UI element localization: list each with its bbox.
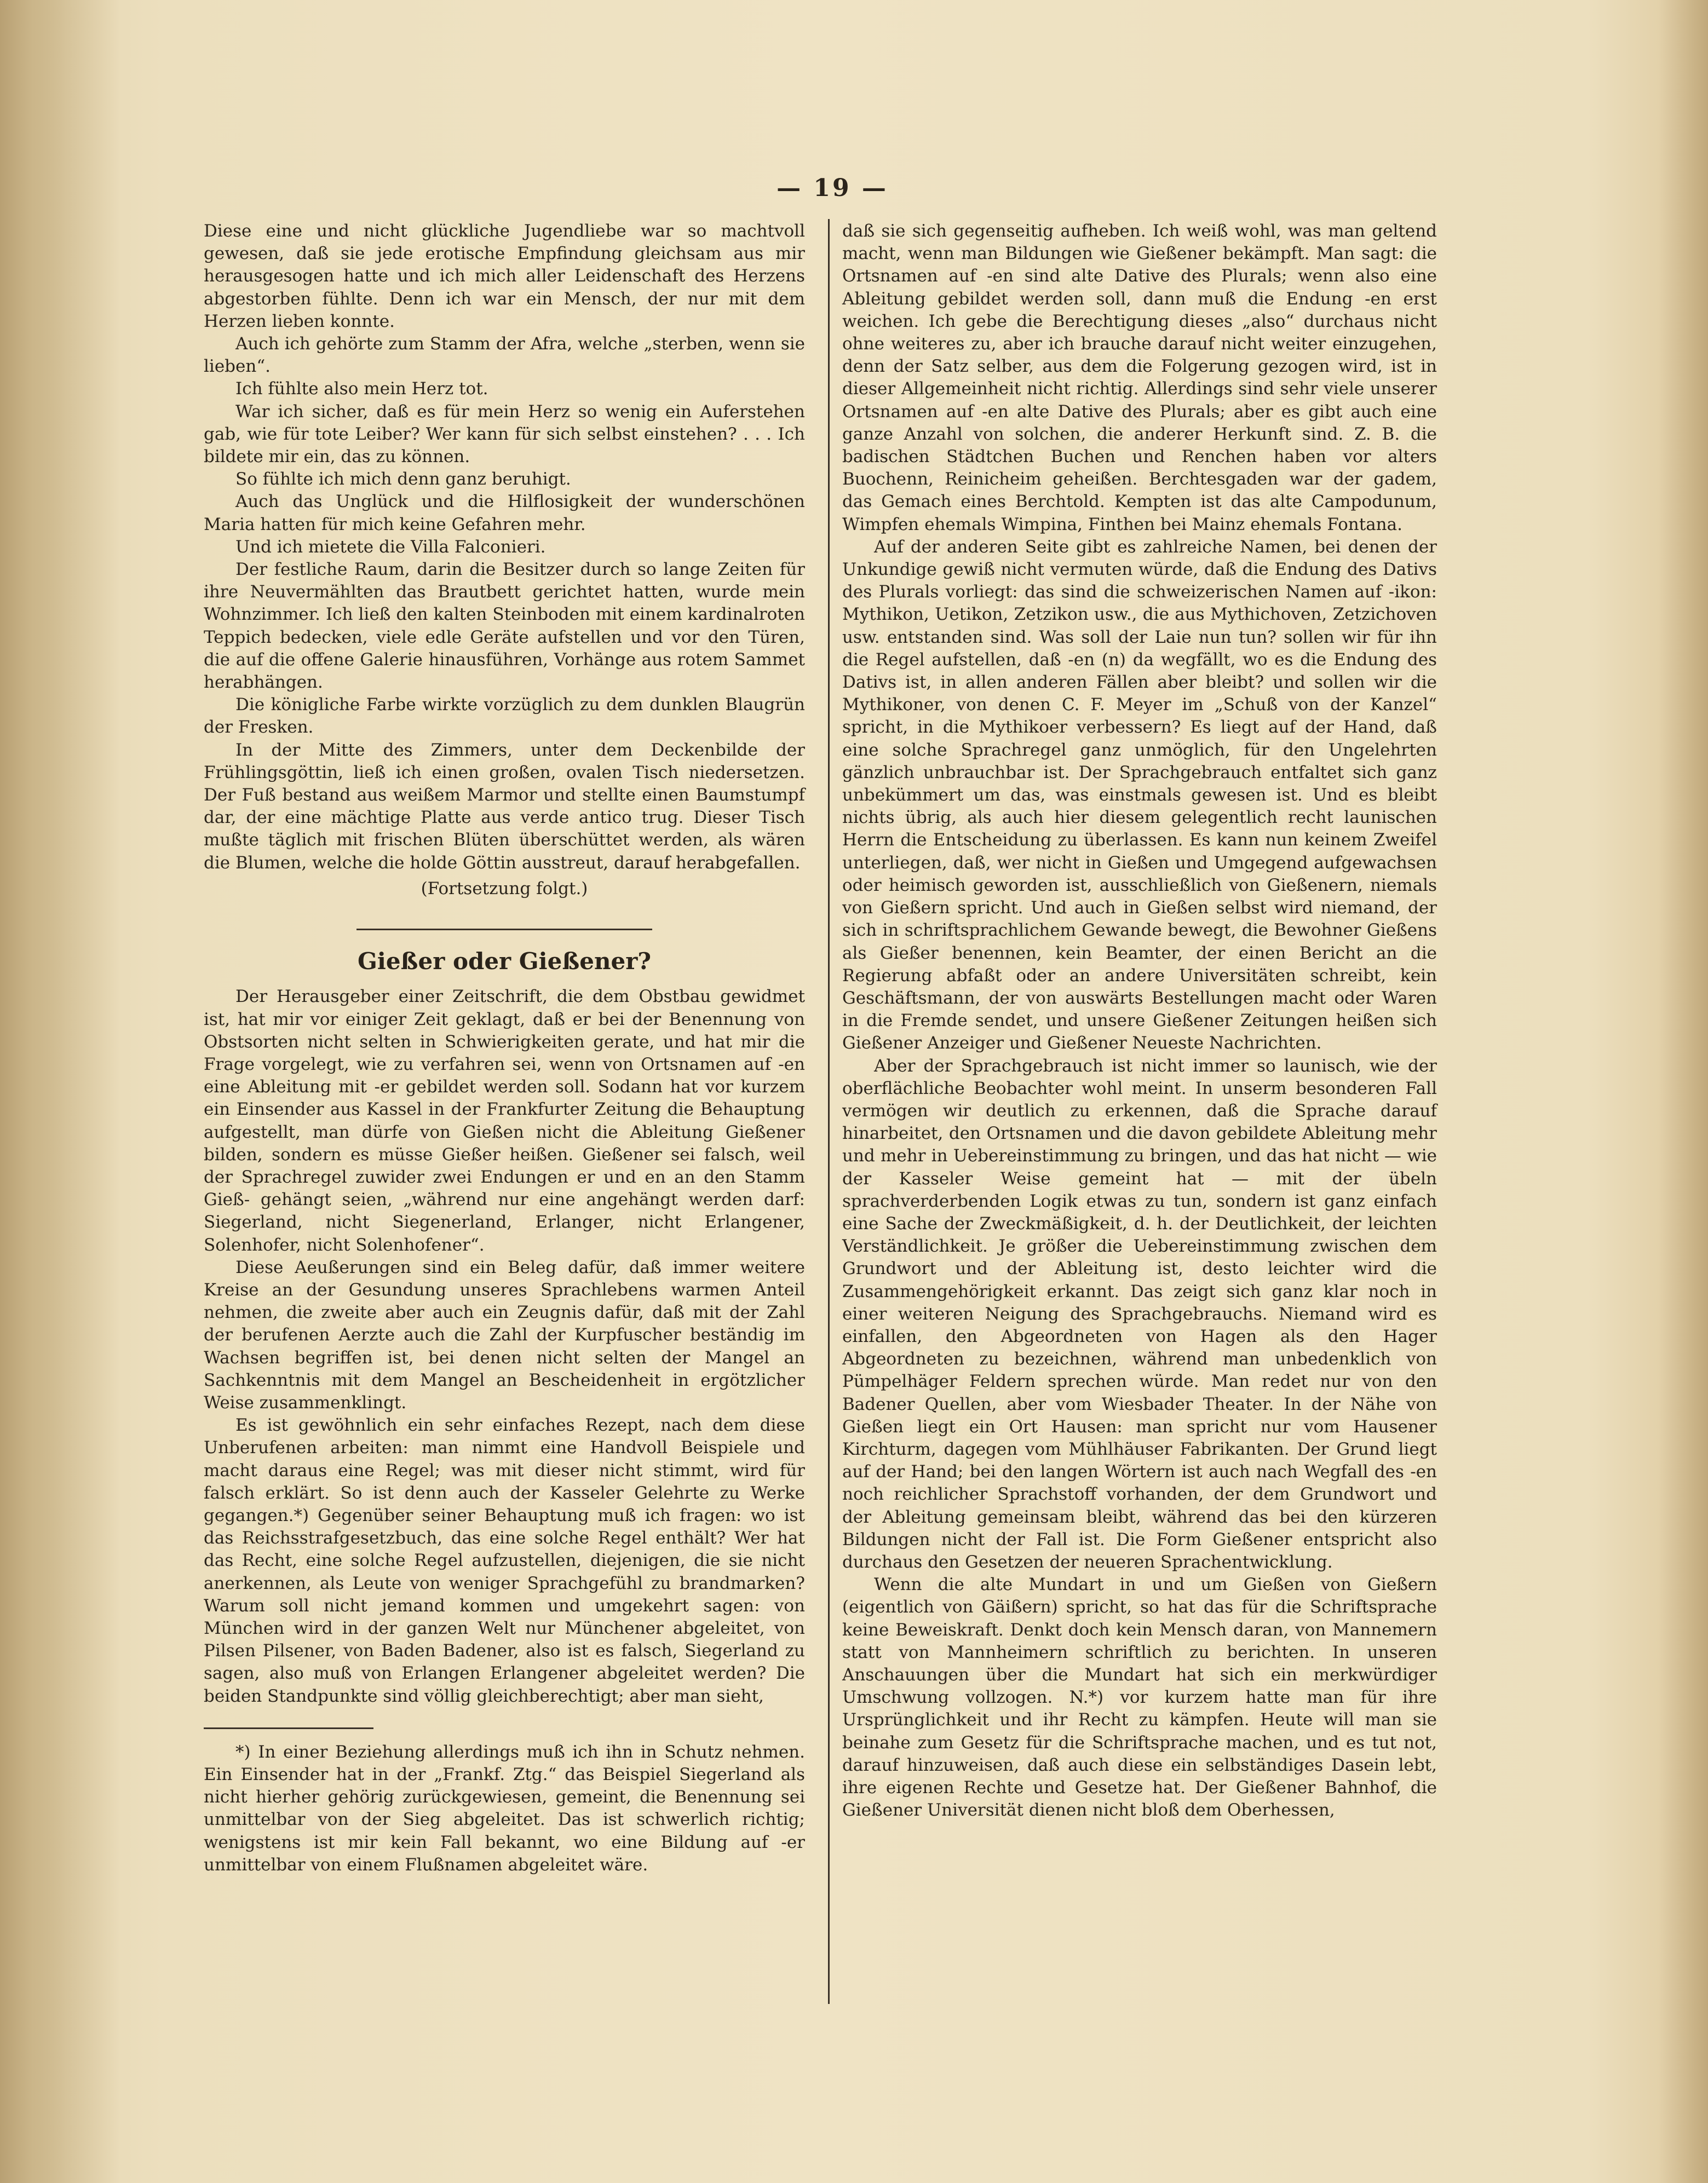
column-divider bbox=[828, 219, 830, 2004]
right-edge-shadow bbox=[1659, 0, 1708, 2183]
paragraph: Diese Aeußerungen sind ein Beleg dafür, daß immer weitere Kreise an der Gesundung unseres Sprachlebens warmen Anteil nehmen, die zweite aber auch ein Zeugnis dafür, daß mit der Zahl der berufenen Aerzte auch die Zahl der Kurpfuscher beständig im Wachsen begriffen ist, bei denen nicht selten der Mangel an Sachkenntnis mit dem Mangel an Bescheidenheit in ergötzlicher Weise zusammenklingt. bbox=[204, 1257, 805, 1413]
paragraph: Und ich mietete die Villa Falconieri. bbox=[235, 537, 546, 557]
paragraph: Auf der anderen Seite gibt es zahlreiche Namen, bei denen der Unkundige gewiß nicht vermuten würde, daß die Endung des Dativs des Plurals vorliegt: das sind die schweizerischen Namen auf -ikon: Mythikon, Uetikon, Zetzikon usw., die aus Mythichoven, Zetzichoven usw. entstanden sind. Was soll der Laie nun tun? sollen wir für ihn die Regel aufstellen, daß -en (n) da wegfällt, wo es die Endung des Dativs ist, in allen anderen Fällen aber bleibt? und sollen wir die Mythikoner, von denen C. F. Meyer im „Schuß von der Kanzel“ spricht, in die Mythikoer verbessern? Es liegt auf der Hand, daß eine solche Sprachregel ganz unmöglich, für den Ungelehrten gänzlich unbrauchbar ist. Der Sprachgebrauch entfaltet sich ganz unbekümmert um das, was einstmals gewesen ist. Und es bleibt nichts übrig, als auch hier diesem gelegentlich recht launischen Herrn die Entscheidung zu überlassen. Es kann nun keinem Zweifel unterliegen, daß, wer nicht in Gießen und Umgegend aufgewachsen oder heimisch geworden ist, ausschließlich von Gießenern, niemals von Gießern spricht. Und auch in Gießen selbst wird niemand, der sich in schriftsprachlichem Gewande bewegt, die Bewohner Gießens als Gießer benennen, kein Beamter, der einen Bericht an die Regierung abfaßt oder an andere Universitäten schreibt, kein Geschäftsmann, der von auswärts Bestellungen macht oder Waren in die Fremde sendet, und unsere Gießener Zeitungen heißen sich Gießener Anzeiger und Gießener Neueste Nachrichten. bbox=[842, 537, 1437, 1053]
paragraph: Wenn die alte Mundart in und um Gießen von Gießern (eigentlich von Gäißern) spricht, so hat das für die Schriftsprache keine Beweiskraft. Denkt doch kein Mensch daran, von Mannemern statt von Mannheimern schriftlich zu berichten. In unseren Anschauungen über die Mundart hat sich ein merkwürdiger Umschwung vollzogen. N.*) vor kurzem hatte man für ihre Ursprünglichkeit und ihr Recht zu kämpfen. Heute will man sie beinahe zum Gesetz für die Schriftsprache machen, und es tut not, darauf hinzuweisen, daß auch diese ein selbständiges Dasein lebt, ihre eigenen Rechte und Gesetze hat. Der Gießener Bahnhof, die Gießener Universität dienen nicht bloß dem Oberhessen, bbox=[842, 1575, 1437, 1821]
paragraph: War ich sicher, daß es für mein Herz so wenig ein Auferstehen gab, wie für tote Leiber? Wer kann für sich selbst einstehen? . . . Ich bildete mir ein, das zu können. bbox=[204, 401, 805, 467]
page-number: — 19 — bbox=[777, 174, 888, 202]
article-title: Gießer oder Gießener? bbox=[358, 948, 651, 975]
paragraph: Ich fühlte also mein Herz tot. bbox=[235, 379, 488, 399]
paragraph: Der festliche Raum, darin die Besitzer durch so lange Zeiten für ihre Neuvermählten das Brautbett gerichtet hatten, wurde mein Wohnzimmer. Ich ließ den kalten Steinboden mit einem kardinalroten Teppich bedecken, viele edle Geräte aufstellen und vor den Türen, die auf die offene Galerie hinausführen, Vorhänge aus rotem Sammet herabhängen. bbox=[204, 560, 805, 693]
section-divider bbox=[356, 929, 652, 930]
binding-fold-shadow bbox=[0, 0, 120, 2183]
continuation-note: (Fortsetzung folgt.) bbox=[421, 878, 588, 898]
right-column bbox=[842, 220, 1437, 1822]
paragraph: In der Mitte des Zimmers, unter dem Deckenbilde der Frühlingsgöttin, ließ ich einen großen, ovalen Tisch niedersetzen. Der Fuß bestand aus weißem Marmor und stellte einen Baumstumpf dar, der eine mächtige Platte aus verde antico trug. Dieser Tisch mußte täglich mit frischen Blüten überschüttet werden, als wären die Blumen, welche die holde Göttin ausstreut, darauf herabgefallen. bbox=[204, 740, 805, 873]
paragraph: Diese eine und nicht glückliche Jugendliebe war so machtvoll gewesen, daß sie jede erotische Empfindung gleichsam aus mir herausgesogen hatte und ich mich aller Leidenschaft des Herzens abgestorben fühlte. Denn ich war ein Mensch, der nur mit dem Herzen lieben konnte. bbox=[204, 221, 805, 331]
paragraph: Auch ich gehörte zum Stamm der Afra, welche „sterben, wenn sie lieben“. bbox=[204, 334, 805, 377]
paragraph: Es ist gewöhnlich ein sehr einfaches Rezept, nach dem diese Unberufenen arbeiten: man nimmt eine Handvoll Beispiele und macht daraus eine Regel; was mit dieser nicht stimmt, wird für falsch erklärt. So ist denn auch der Kasseler Gelehrte zu Werke gegangen.*) Gegenüber seiner Behauptung muß ich fragen: wo ist das Reichsstrafgesetzbuch, das eine solche Regel enthält? Wer hat das Recht, eine solche Regel aufzustellen, diejenigen, die sie nicht anerkennen, als Leute von weniger Sprachgefühl zu brandmarken? Warum soll nicht jemand kommen und umgekehrt sagen: von München wird in der ganzen Welt nur Münchener abgeleitet, von Pilsen Pilsener, von Baden Badener, also ist es falsch, Siegerland zu sagen, also muß von Erlangen Erlangener abgeleitet werden? Die beiden Standpunkte sind völlig gleichberechtigt; aber man sieht, bbox=[204, 1415, 805, 1706]
left-column bbox=[204, 220, 805, 1876]
footnote: *) In einer Beziehung allerdings muß ich ihn in Schutz nehmen. Ein Einsender hat in der „Frankf. Ztg.“ das Beispiel Siegerland als nicht hierher gehörig zurückgewiesen, gemeint, die Benennung sei unmittelbar von der Sieg abgeleitet. Das ist schwerlich richtig; wenigstens ist mir kein Fall bekannt, wo eine Bildung auf -er unmittelbar von einem Flußnamen abgeleitet wäre. bbox=[204, 1742, 805, 1875]
paragraph: So fühlte ich mich denn ganz beruhigt. bbox=[235, 469, 571, 489]
paragraph: daß sie sich gegenseitig aufheben. Ich weiß wohl, was man geltend macht, wenn man Bildungen wie Gießener bekämpft. Man sagt: die Ortsnamen auf -en sind alte Dative des Plurals; wenn also eine Ableitung gebildet werden soll, dann muß die Endung -en erst weichen. Ich gebe die Berechtigung dieses „also“ durchaus nicht ohne weiteres zu, aber ich brauche darauf nicht weiter einzugehen, denn der Satz selber, aus dem die Folgerung gezogen wird, ist in dieser Allgemeinheit nicht richtig. Allerdings sind sehr viele unserer Ortsnamen auf -en alte Dative des Plurals; aber es gibt auch eine ganze Anzahl von solchen, die anderer Herkunft sind. Z. B. die badischen Städtchen Buchen und Renchen haben vor alters Buochenn, Reinicheim geheißen. Berchtesgaden war der gadem, das Gemach eines Berchtold. Kempten ist das alte Campodunum, Wimpfen ehemals Wimpina, Finthen bei Mainz ehemals Fontana. bbox=[842, 221, 1437, 534]
paragraph: Aber der Sprachgebrauch ist nicht immer so launisch, wie der oberflächliche Beobachter wohl meint. In unserm besonderen Fall vermögen wir deutlich zu erkennen, daß die Sprache darauf hinarbeitet, den Ortsnamen und die davon gebildete Ableitung mehr und mehr in Uebereinstimmung zu bringen, und das hat nicht — wie der Kasseler Weise gemeint hat — mit der übeln sprachverderbenden Logik etwas zu tun, sondern ist ganz einfach eine Sache der Zweckmäßigkeit, d. h. der Deutlichkeit, der leichten Verständlichkeit. Je größer die Uebereinstimmung zwischen dem Grundwort und der Ableitung ist, desto leichter wird die Zusammengehörigkeit erkannt. Das zeigt sich ganz klar noch in einer weiteren Neigung des Sprachgebrauchs. Niemand wird es einfallen, den Abgeordneten von Hagen als den Hager Abgeordneten zu bezeichnen, während man unbedenklich von Pümpelhäger Feldern sprechen würde. Man redet nur von den Badener Quellen, aber vom Wiesbader Theater. In der Nähe von Gießen liegt ein Ort Hausen: man spricht nur vom Hausener Kirchturm, dagegen vom Mühlhäuser Fabrikanten. Der Grund liegt auf der Hand; bei den langen Wörtern ist auch nach Wegfall des -en noch reichlicher Sprachstoff vorhanden, der dem Grundwort und der Ableitung gemeinsam bleibt, während das bei den kürzeren Bildungen nicht der Fall ist. Die Form Gießener entspricht also durchaus den Gesetzen der neueren Sprachentwicklung. bbox=[842, 1056, 1437, 1572]
footnote-divider bbox=[204, 1727, 373, 1729]
paragraph: Der Herausgeber einer Zeitschrift, die dem Obstbau gewidmet ist, hat mir vor einiger Zeit geklagt, daß er bei der Benennung von Obstsorten nicht selten in Schwierigkeiten gerate, und hat mir die Frage vorgelegt, wie zu verfahren sei, wenn von Ortsnamen auf -en eine Ableitung mit -er gebildet werden soll. Sodann hat vor kurzem ein Einsender aus Kassel in der Frankfurter Zeitung die Behauptung aufgestellt, man dürfe von Gießen nicht die Ableitung Gießener bilden, sondern es müsse Gießer heißen. Gießener sei falsch, weil der Sprachregel zuwider zwei Endungen er und en an den Stamm Gieß- gehängt seien, „während nur eine angehängt werden darf: Siegerland, nicht Siegenerland, Erlanger, nicht Erlangener, Solenhofer, nicht Solenhofener“. bbox=[204, 987, 805, 1255]
paragraph: Auch das Unglück und die Hilflosigkeit der wunderschönen Maria hatten für mich keine Gefahren mehr. bbox=[204, 492, 805, 534]
paragraph: Die königliche Farbe wirkte vorzüglich zu dem dunklen Blaugrün der Fresken. bbox=[204, 695, 805, 738]
